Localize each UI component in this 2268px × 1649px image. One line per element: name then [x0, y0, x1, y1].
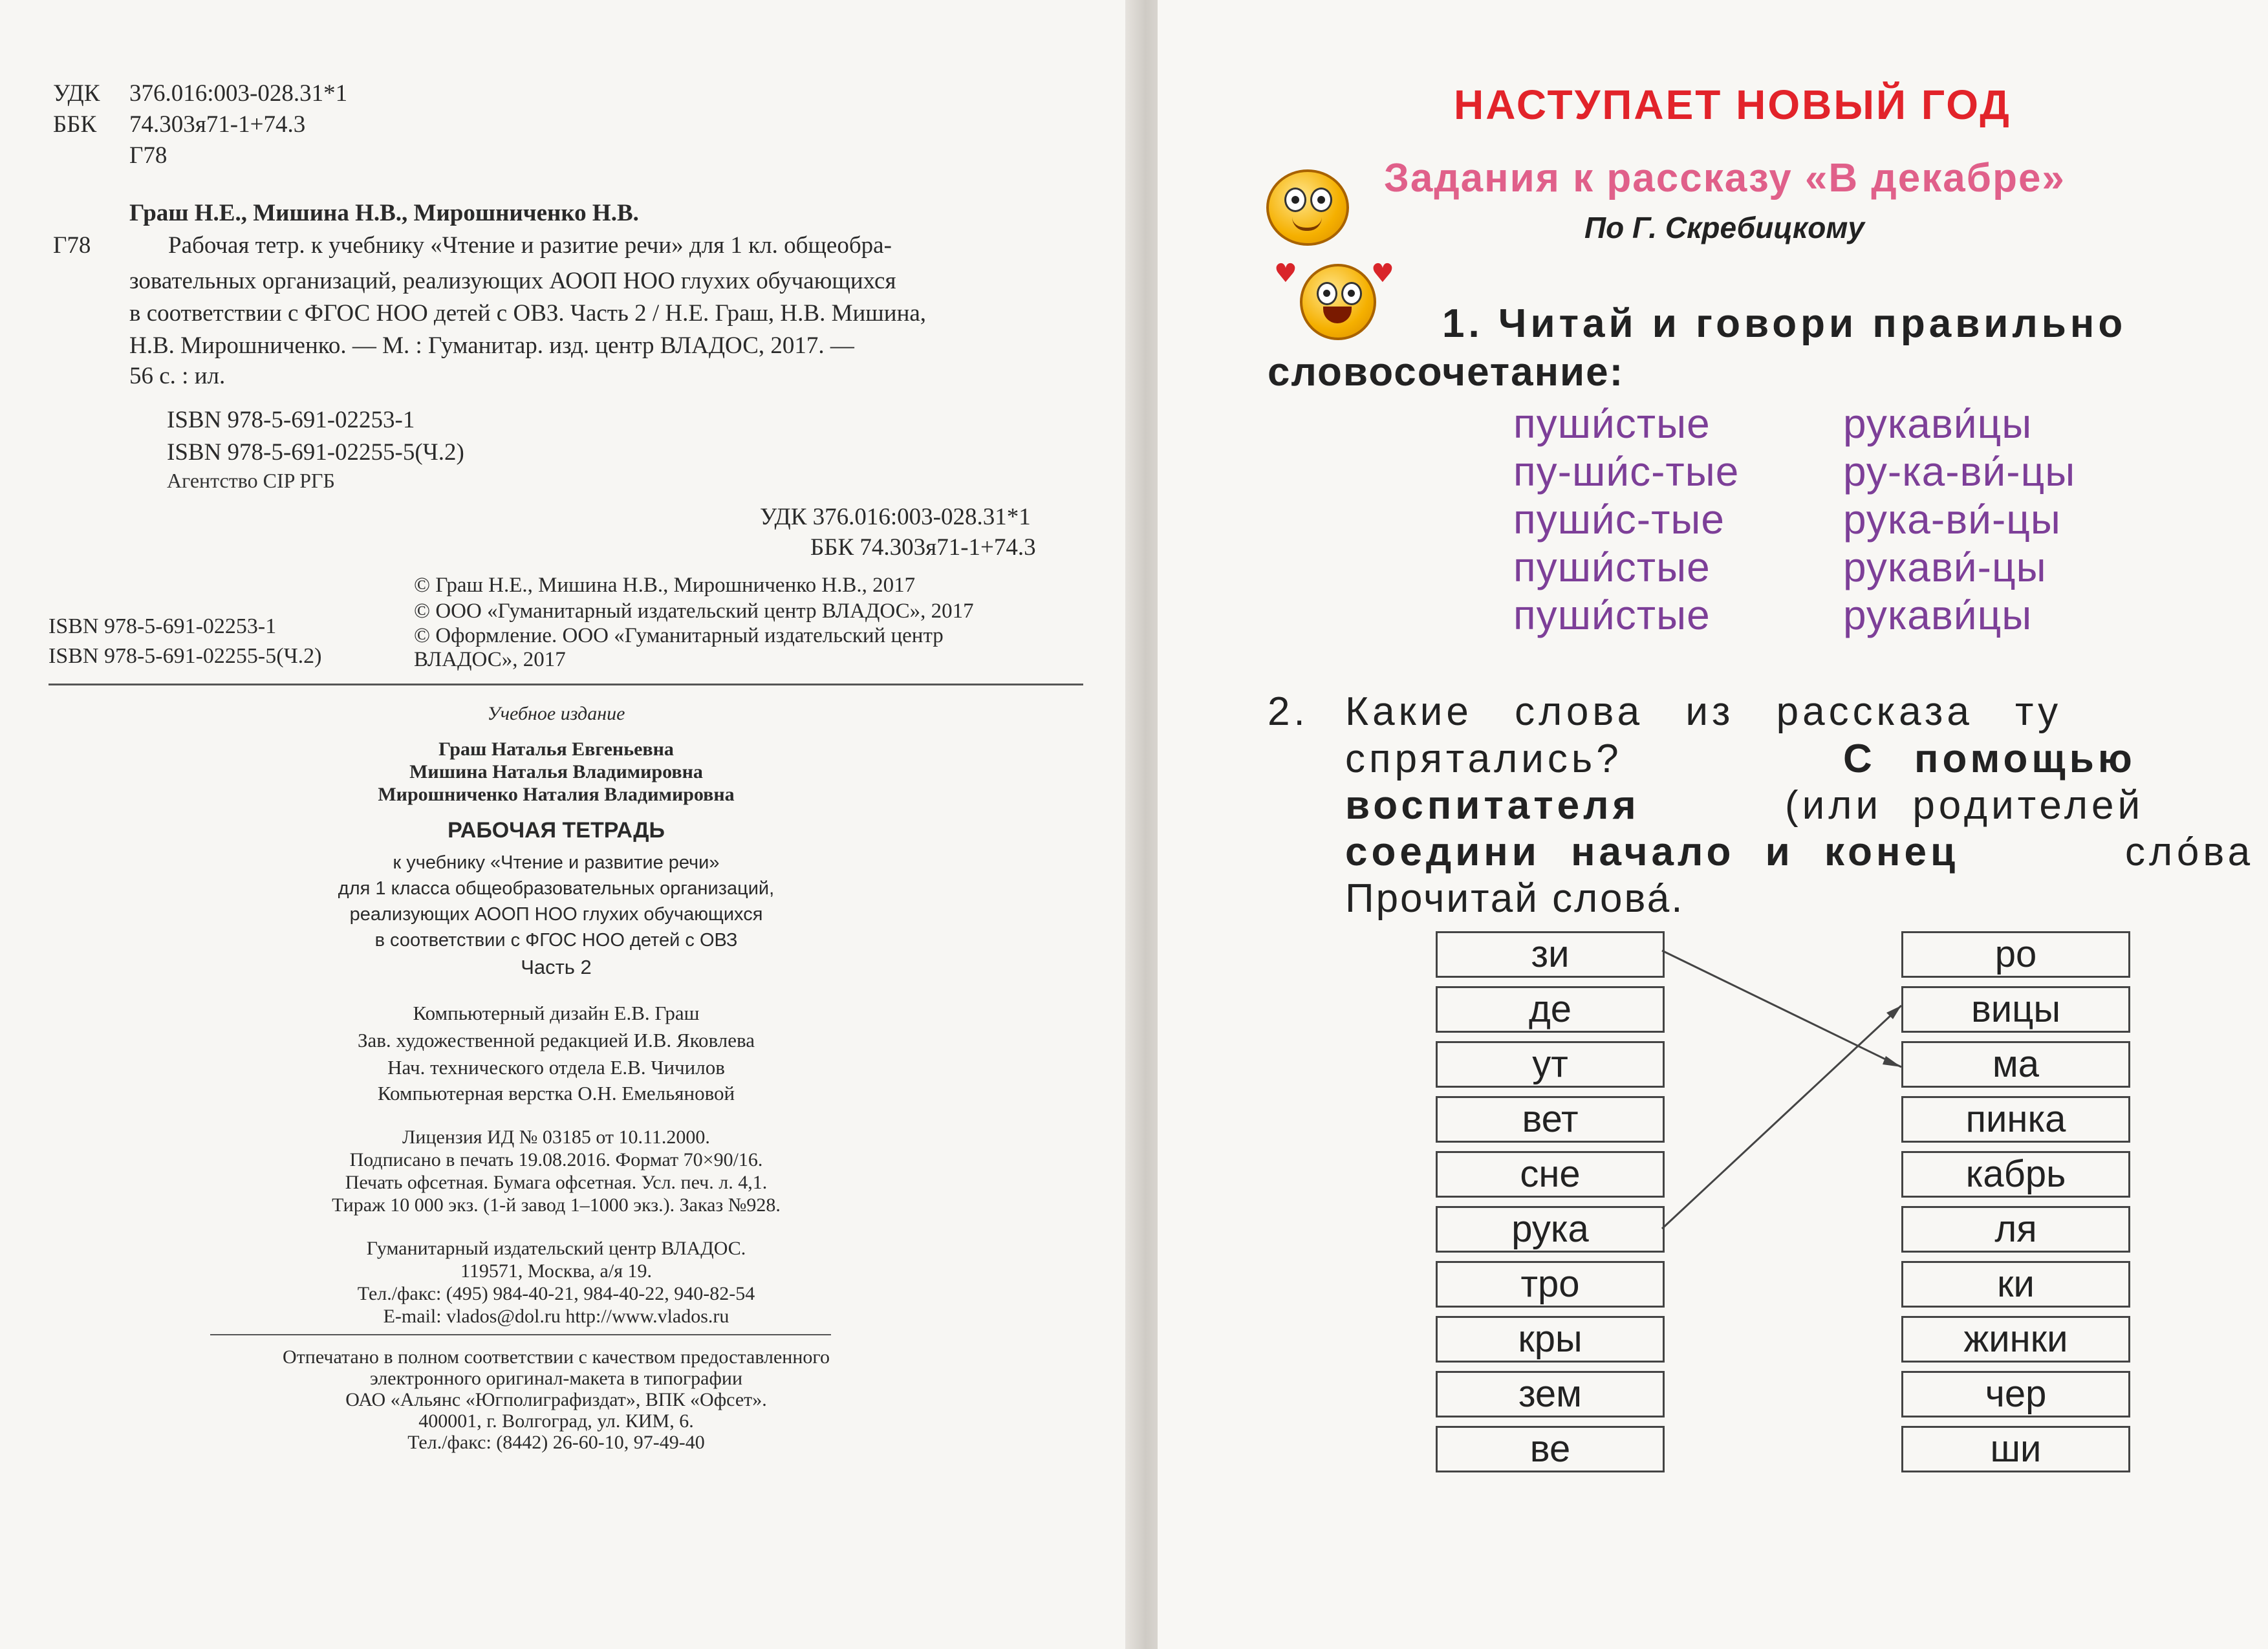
- page-subtitle: Задания к рассказу «В декабре»: [1384, 156, 2066, 200]
- publisher-3: Тел./факс: (495) 984-40-21, 984-40-22, 940-82-54: [357, 1283, 755, 1304]
- credit-3: Нач. технического отдела Е.В. Чичилов: [387, 1056, 725, 1079]
- printer-2: электронного оригинал-макета в типографии: [369, 1368, 743, 1389]
- syllable-end-box[interactable]: ма: [1901, 1041, 2130, 1088]
- task-1-heading: 1. Читай и говори правильно: [1442, 301, 2127, 346]
- book-desc-2: для 1 класса общеобразовательных организаций,: [338, 878, 775, 899]
- syllable-start-box[interactable]: кры: [1436, 1316, 1665, 1363]
- license-3: Печать офсетная. Бумага офсетная. Усл. печ. л. 4,1.: [345, 1172, 768, 1193]
- udk-label: УДК: [53, 80, 100, 107]
- printer-4: 400001, г. Волгоград, ул. КИМ, 6.: [418, 1410, 694, 1432]
- word-left-3: пуши́с-тые: [1513, 496, 1725, 543]
- license-2: Подписано в печать 19.08.2016. Формат 70×90/16.: [349, 1149, 763, 1170]
- book-title: РАБОЧАЯ ТЕТРАДЬ: [448, 818, 665, 843]
- syllable-start-box[interactable]: ве: [1436, 1426, 1665, 1472]
- syllable-end-box[interactable]: ки: [1901, 1261, 2130, 1308]
- bib-line-1: Рабочая тетр. к учебнику «Чтение и разитие речи» для 1 кл. общеобра-: [168, 232, 892, 259]
- page-title: НАСТУПАЕТ НОВЫЙ ГОД: [1454, 81, 2011, 128]
- bib-line-2: зовательных организаций, реализующих АООП НОО глухих обучающихся: [129, 268, 896, 294]
- bib-line-3: в соответствии с ФГОС НОО детей с ОВЗ. Часть 2 / Н.Е. Граш, Н.В. Мишина,: [129, 300, 927, 327]
- credit-1: Компьютерный дизайн Е.В. Граш: [413, 1002, 700, 1024]
- syllable-end-box[interactable]: чер: [1901, 1371, 2130, 1417]
- task-2-line-3b: (или родителей: [1785, 783, 2144, 828]
- book-desc-5: Часть 2: [521, 956, 592, 978]
- printer-5: Тел./факс: (8442) 26-60-10, 97-49-40: [407, 1432, 705, 1453]
- word-left-2: пу-ши́с-тые: [1513, 448, 1740, 495]
- license-1: Лицензия ИД № 03185 от 10.11.2000.: [402, 1126, 710, 1148]
- bbk-right: ББК 74.303я71-1+74.3: [810, 534, 1036, 561]
- syllable-end-box[interactable]: вицы: [1901, 986, 2130, 1033]
- bib-line-4: Н.В. Мирошниченко. — М. : Гуманитар. изд. центр ВЛАДОС, 2017. —: [129, 332, 854, 359]
- arrow-head: [1883, 1056, 1901, 1067]
- task-2-line-2b: С помощью: [1843, 737, 2136, 781]
- book-desc-4: в соответствии с ФГОС НОО детей с ОВЗ: [374, 930, 738, 951]
- story-author: По Г. Скребицкому: [1584, 211, 1864, 244]
- task-2-line-1: Какие слова из рассказа ту: [1345, 689, 2062, 734]
- word-left-4: пуши́стые: [1513, 544, 1711, 590]
- word-left-5: пуши́стые: [1513, 592, 1711, 638]
- divider: [49, 684, 1083, 685]
- syllable-end-box[interactable]: ро: [1901, 931, 2130, 978]
- right-page: [1158, 0, 2268, 1649]
- g78-mark: Г78: [53, 232, 91, 259]
- task-2-line-5: Прочитай слова́.: [1345, 876, 1685, 921]
- syllable-end-box[interactable]: жинки: [1901, 1316, 2130, 1363]
- task-2-number: 2.: [1268, 689, 1309, 734]
- publisher-2: 119571, Москва, а/я 19.: [460, 1260, 652, 1282]
- person-1: Граш Наталья Евгеньевна: [438, 738, 674, 760]
- isbn-2: ISBN 978-5-691-02255-5(Ч.2): [167, 439, 464, 466]
- book-desc-1: к учебнику «Чтение и развитие речи»: [393, 852, 720, 873]
- syllable-start-box[interactable]: зем: [1436, 1371, 1665, 1417]
- bbk-code: 74.303я71-1+74.3: [129, 111, 306, 138]
- syllable-start-box[interactable]: тро: [1436, 1261, 1665, 1308]
- word-left-1: пуши́стые: [1513, 400, 1711, 447]
- author-mark: Г78: [129, 142, 167, 169]
- printer-1: Отпечатано в полном соответствии с качеством предоставленного: [283, 1346, 830, 1368]
- syllable-end-box[interactable]: ши: [1901, 1426, 2130, 1472]
- udk-code: 376.016:003-028.31*1: [129, 80, 348, 107]
- heart-icon: ♥: [1274, 259, 1297, 288]
- printer-3: ОАО «Альянс «Югполиграфиздат», ВПК «Офсет».: [345, 1389, 767, 1410]
- book-desc-3: реализующих АООП НОО глухих обучающихся: [349, 904, 763, 925]
- isbn-left-1: ISBN 978-5-691-02253-1: [49, 614, 277, 638]
- word-right-5: рукави́цы: [1843, 592, 2033, 638]
- connector-line: [1662, 1006, 1901, 1229]
- publisher-4: E-mail: vlados@dol.ru http://www.vlados.ru: [383, 1306, 729, 1327]
- task-2-line-4a: соедини начало и конец: [1345, 830, 1960, 874]
- syllable-end-box[interactable]: пинка: [1901, 1096, 2130, 1143]
- syllable-start-box[interactable]: де: [1436, 986, 1665, 1033]
- syllable-start-box[interactable]: ут: [1436, 1041, 1665, 1088]
- isbn-1: ISBN 978-5-691-02253-1: [167, 407, 415, 433]
- syllable-start-box[interactable]: рука: [1436, 1206, 1665, 1253]
- divider-small: [210, 1334, 831, 1335]
- copyright-1: © Граш Н.Е., Мишина Н.В., Мирошниченко Н.В., 2017: [414, 574, 916, 597]
- word-right-3: рука-ви́-цы: [1843, 496, 2061, 543]
- publisher-1: Гуманитарный издательский центр ВЛАДОС.: [366, 1238, 746, 1259]
- task-2-line-3a: воспитателя: [1345, 783, 1640, 828]
- udk-right: УДК 376.016:003-028.31*1: [760, 504, 1031, 530]
- task-2-line-2a: спрятались?: [1345, 737, 1623, 781]
- word-right-4: рукави́-цы: [1843, 544, 2047, 590]
- task-2-line-4b: сло́ва: [2125, 830, 2254, 874]
- authors-line: Граш Н.Е., Мишина Н.В., Мирошниченко Н.В.: [129, 200, 639, 226]
- credit-4: Компьютерная верстка О.Н. Емельяновой: [377, 1082, 735, 1105]
- isbn-left-2: ISBN 978-5-691-02255-5(Ч.2): [49, 644, 322, 668]
- license-4: Тираж 10 000 экз. (1-й завод 1–1000 экз.). Заказ №928.: [332, 1194, 781, 1216]
- agency-cip: Агентство CIP РГБ: [167, 469, 335, 492]
- person-3: Мирошниченко Наталия Владимировна: [378, 784, 735, 805]
- edition-type: Учебное издание: [487, 703, 625, 724]
- task-1-heading-cont: словосочетание:: [1268, 350, 1625, 394]
- copyright-4: ВЛАДОС», 2017: [414, 648, 566, 671]
- person-2: Мишина Наталья Владимировна: [409, 761, 703, 782]
- bib-line-5: 56 с. : ил.: [129, 363, 226, 389]
- heart-icon: ♥: [1371, 259, 1394, 288]
- word-right-1: рукави́цы: [1843, 400, 2033, 447]
- word-right-2: ру-ка-ви́-цы: [1843, 448, 2076, 495]
- syllable-end-box[interactable]: кабрь: [1901, 1151, 2130, 1198]
- copyright-3: © Оформление. ООО «Гуманитарный издательский центр: [414, 624, 944, 647]
- copyright-2: © ООО «Гуманитарный издательский центр ВЛАДОС», 2017: [414, 599, 974, 623]
- credit-2: Зав. художественной редакцией И.В. Яковлева: [357, 1029, 755, 1051]
- syllable-start-box[interactable]: зи: [1436, 931, 1665, 978]
- syllable-start-box[interactable]: сне: [1436, 1151, 1665, 1198]
- syllable-start-box[interactable]: вет: [1436, 1096, 1665, 1143]
- connector-line: [1662, 951, 1901, 1067]
- bbk-label: ББК: [53, 111, 97, 138]
- syllable-end-box[interactable]: ля: [1901, 1206, 2130, 1253]
